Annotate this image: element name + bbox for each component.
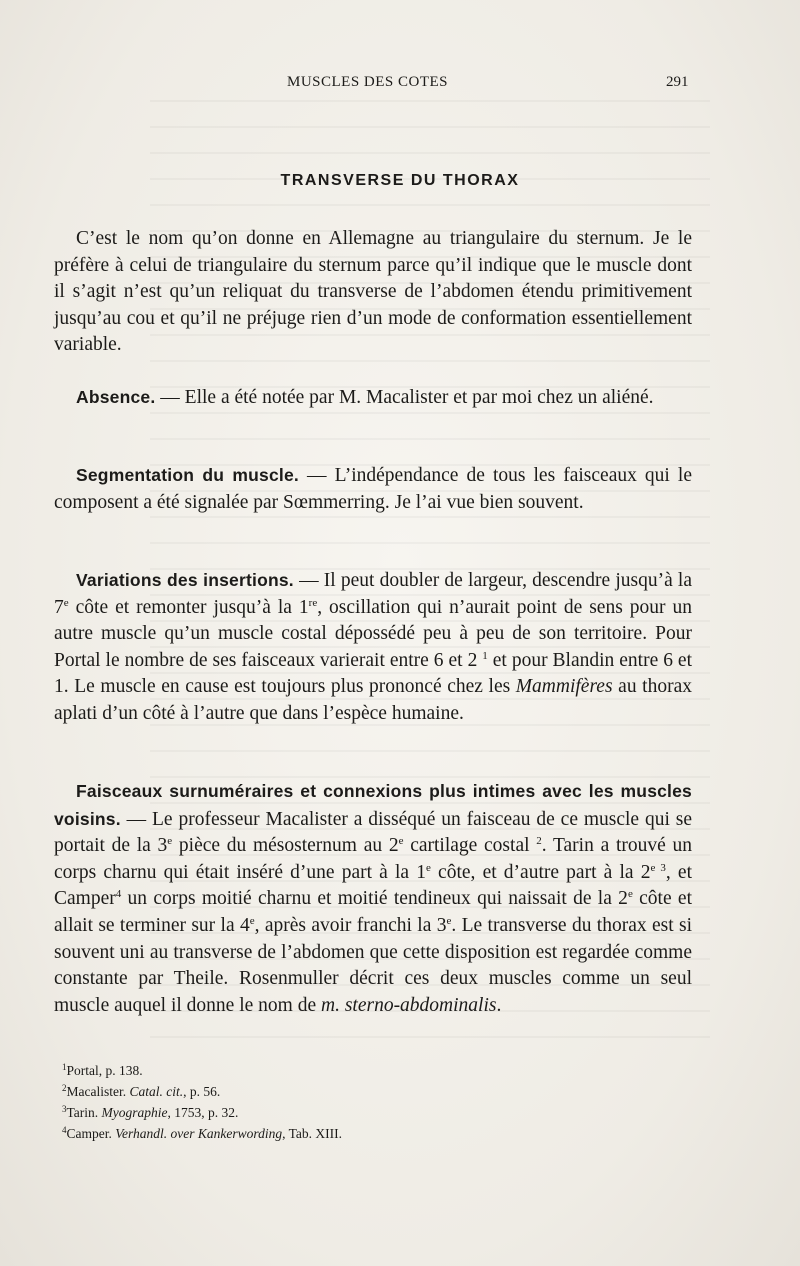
- variations-block: [54, 567, 692, 728]
- footnote: [62, 1081, 662, 1102]
- faisceaux-text: — Le professeur Macalister a disséqué un faisceau de ce muscle qui se portait de la 3: [54, 808, 692, 857]
- footnote-text: Macalister.: [66, 1084, 130, 1099]
- absence-paragraph: [54, 384, 692, 412]
- footnote-title: Verhandl. over Kankerwording: [115, 1126, 283, 1141]
- variations-text: et pour Blandin entre 6 et 1. Le muscle en cause est toujours plus prononcé chez les: [54, 649, 692, 698]
- absence-heading: Absence.: [76, 387, 156, 407]
- italic-term: m. sterno-abdominalis: [320, 994, 497, 1016]
- superscript: e: [398, 835, 404, 848]
- footnote-ref[interactable]: 4: [115, 888, 122, 901]
- footnote-ref[interactable]: 2: [536, 835, 542, 848]
- footnote-number: 4: [62, 1125, 67, 1135]
- running-title: MUSCLES DES COTES: [287, 74, 449, 90]
- faisceaux-text: pièce du mésosternum au 2: [172, 835, 399, 857]
- segmentation-heading: Segmentation du muscle.: [76, 465, 299, 485]
- footnote: [62, 1060, 662, 1081]
- superscript: e: [627, 888, 633, 901]
- absence-text: — Elle a été notée par M. Macalister et par moi chez un aliéné.: [155, 387, 654, 408]
- variations-text: , oscillation qui n’aurait point de sens pour un autre muscle qu’un muscle costal dépossédé peu à peu de son territoire. Pour Portal le nombre de ses faisceaux varierait entre 6 et 2: [54, 596, 692, 671]
- footnote-text: Camper.: [66, 1126, 116, 1141]
- faisceaux-heading: Faisceaux surnuméraires et connexions plus intimes avec les muscles voisins.: [54, 781, 692, 829]
- faisceaux-text: , après avoir franchi la 3: [254, 914, 447, 936]
- superscript: e: [167, 835, 173, 848]
- superscript: e: [426, 861, 431, 874]
- intro-paragraph: C’est le nom qu’on donne en Allemagne au triangulaire du sternum. Je le préfère à celui de triangulaire du sternum parce qu’il indique que le muscle dont il s’agit n’est qu’un reliquat du transverse de l’abdomen étendu primitivement jusqu’au cou et qu’il ne préjuge rien d’un mode de conformation essentiellement variable.: [54, 228, 692, 356]
- variations-paragraph: [54, 567, 692, 728]
- footnote-text: Tarin.: [66, 1105, 102, 1120]
- footnote-ref[interactable]: 1: [482, 649, 488, 662]
- footnote-text: , 1753, p. 32.: [167, 1105, 239, 1120]
- absence-block: [54, 384, 692, 412]
- faisceaux-text: côte, et d’autre part à la 2: [430, 861, 651, 883]
- faisceaux-text: . Le transverse du thorax est si souvent uni au transverse de l’abdomen que cette disposition est regardée comme constante par Theile. Rosenmuller décrit ces deux muscles comme un seul muscle auquel il donne le nom de: [54, 914, 692, 1016]
- footnote-number: 2: [62, 1083, 67, 1093]
- footnote: [62, 1102, 662, 1123]
- section-title: TRANSVERSE DU THORAX: [280, 172, 520, 189]
- footnote-text: , p. 56.: [183, 1084, 221, 1099]
- variations-text: — Il peut doubler de largeur, descendre jusqu’à la 7: [54, 570, 693, 618]
- running-head: [0, 74, 800, 96]
- faisceaux-text: , et Camper: [54, 861, 693, 910]
- faisceaux-text: un corps moitié charnu et moitié tendineux qui naissait de la 2: [121, 888, 628, 910]
- segmentation-text: — L’indépendance de tous les faisceaux qui le composent a été signalée par Sœmmerring. Je l’ai vue bien souvent.: [54, 465, 692, 513]
- footnote-title: Catal. cit.: [129, 1084, 184, 1099]
- superscript: e: [249, 914, 255, 927]
- faisceaux-text: . Tarin a trouvé un corps charnu qui était inséré d’une part à la 1: [54, 835, 692, 883]
- faisceaux-paragraph: [54, 778, 692, 1019]
- segmentation-paragraph: [54, 462, 692, 516]
- footnote-number: 1: [62, 1062, 67, 1072]
- variations-heading: Variations des insertions.: [76, 570, 294, 590]
- faisceaux-text: côte et allait se terminer sur la 4: [54, 888, 692, 936]
- footnote-title: Myographie: [101, 1105, 168, 1120]
- variations-text: au thorax aplati d’un côté à l’autre que dans l’espèce humaine.: [54, 676, 692, 724]
- footnote: [62, 1123, 662, 1144]
- italic-term: Mammifères: [515, 676, 613, 698]
- variations-text: côte et remonter jusqu’à la 1: [68, 596, 309, 618]
- page-number: 291: [666, 74, 689, 90]
- footnote-number: 3: [62, 1104, 67, 1114]
- footnote-ref[interactable]: e 3: [650, 861, 666, 874]
- faisceaux-block: [54, 778, 692, 1019]
- segmentation-block: [54, 462, 692, 516]
- superscript: e: [63, 596, 69, 609]
- superscript: e: [446, 914, 452, 927]
- footnotes: [62, 1060, 662, 1144]
- intro-block: [54, 226, 692, 359]
- faisceaux-text: cartilage costal: [403, 835, 537, 857]
- superscript: re: [308, 596, 318, 609]
- footnote-text: Portal, p. 138.: [66, 1063, 143, 1078]
- faisceaux-text: .: [496, 994, 502, 1016]
- footnote-text: , Tab. XIII.: [282, 1126, 343, 1141]
